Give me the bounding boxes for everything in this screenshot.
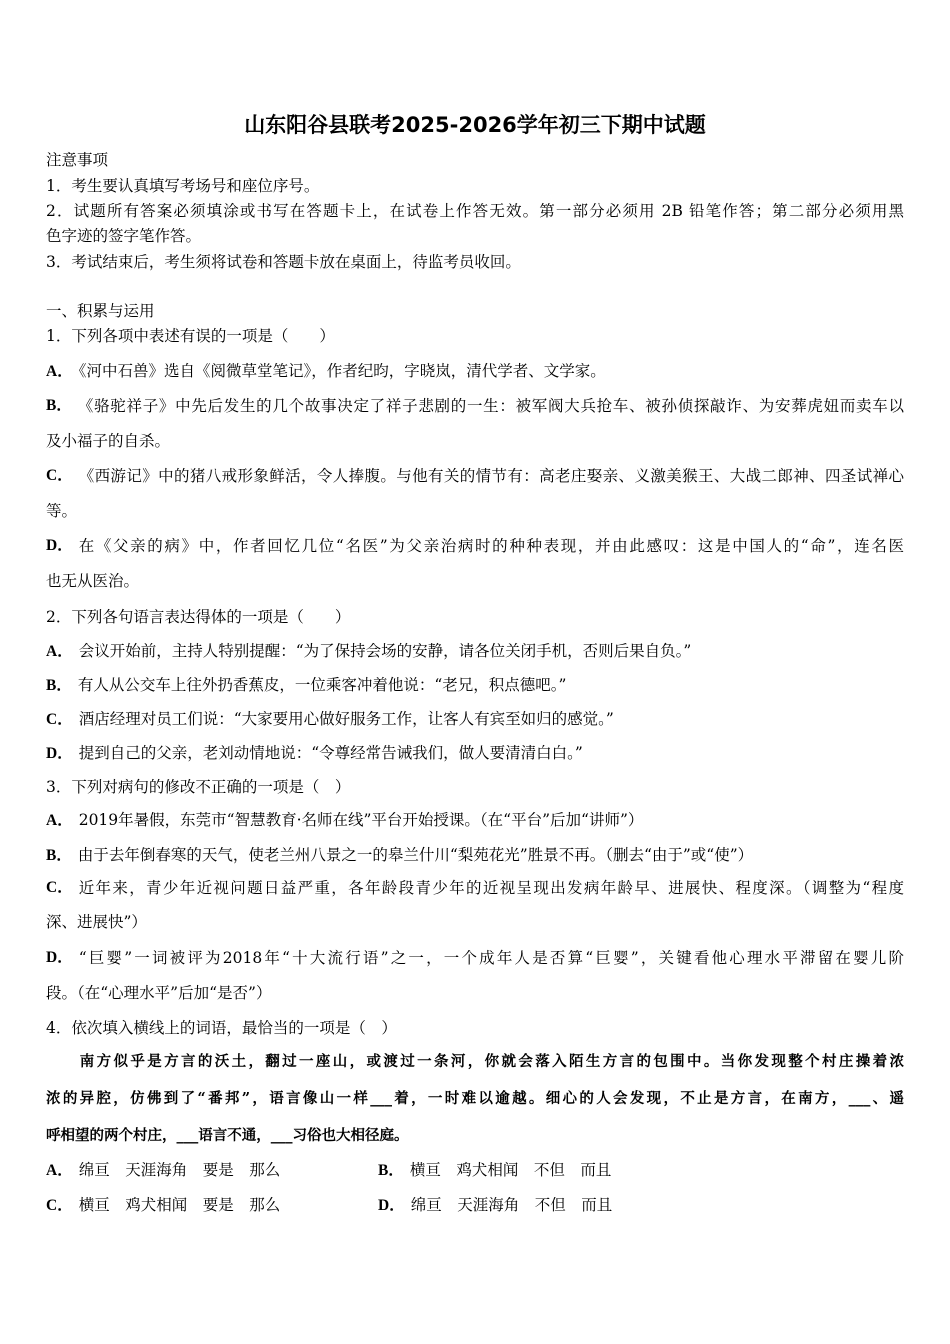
option-text: 等。 (46, 502, 78, 520)
option-label: A． (46, 1162, 73, 1179)
notice-item: 1．考生要认真填写考场号和座位序号。 (46, 177, 320, 195)
option-text: 酒店经理对员工们说：“大家要用心做好服务工作，让客人有宾至如归的感觉。” (78, 710, 614, 728)
notice-item: 色字迹的签字笔作答。 (46, 227, 202, 245)
option-text: 《骆驼祥子》中先后发生的几个故事决定了祥子悲剧的一生：被军阀大兵抢车、被孙侦探敲诈、为安葬虎妞而卖车以 (77, 397, 904, 415)
option-label: B． (46, 677, 72, 694)
option-text: 段。（在“心理水平”后加“是否”） (46, 984, 272, 1002)
option-text: 横亘 鸡犬相闻 要是 那么 (78, 1196, 281, 1214)
option-text: 也无从医治。 (46, 572, 140, 590)
passage-line: 呼相望的两个村庄，___语言不通，___习俗也大相径庭。 (46, 1127, 409, 1144)
option-label: D． (378, 1197, 405, 1214)
option-text: 《河中石兽》选自《阅微草堂笔记》，作者纪昀，字晓岚，清代学者、文学家。 (78, 362, 606, 380)
option-text: 《西游记》中的猪八戒形象鲜活，令人捧腹。与他有关的情节有：高老庄娶亲、义激美猴王、大战二郎神、四圣试禅心 (78, 467, 904, 485)
option-label: D． (46, 537, 73, 554)
option-label: B． (46, 397, 72, 414)
option-c (46, 708, 614, 731)
option-c (46, 1194, 280, 1217)
option-label: A． (46, 363, 73, 380)
option-text: 在《父亲的病》中，作者回忆几位“名医”为父亲治病时的种种表现，并由此感叹：这是中国人的“命”，连名医 (78, 537, 904, 555)
notice-item: 2．试题所有答案必须填涂或书写在答题卡上，在试卷上作答无效。第一部分必须用 2B 铅笔作答；第二部分必须用黑 (46, 202, 904, 220)
option-d (378, 1194, 612, 1217)
option-a (46, 360, 606, 383)
option-a (46, 640, 691, 663)
option-label: C． (46, 711, 73, 728)
notice-item: 3．考试结束后，考生须将试卷和答题卡放在桌面上，待监考员收回。 (46, 253, 521, 271)
option-c (46, 877, 904, 899)
option-text: 绵亘 天涯海角 不但 而且 (410, 1196, 613, 1214)
option-a (46, 809, 643, 832)
option-d-cont (46, 982, 271, 1004)
option-text: 及小福子的自杀。 (46, 432, 171, 450)
option-label: C． (46, 1197, 73, 1214)
question-stem: 4．依次填入横线上的词语，最恰当的一项是（ ） (46, 1019, 397, 1037)
option-text: 有人从公交车上往外扔香蕉皮，一位乘客冲着他说：“老兄，积点德吧。” (77, 676, 567, 694)
option-text: 深、进展快”） (46, 913, 147, 931)
option-label: B． (46, 847, 72, 864)
option-text: 横亘 鸡犬相闻 不但 而且 (409, 1161, 612, 1179)
option-c-cont (46, 911, 147, 933)
section-heading: 一、积累与运用 (46, 302, 155, 320)
option-d (46, 535, 904, 557)
option-b-cont (46, 430, 170, 452)
option-label: A． (46, 812, 73, 829)
option-d (46, 742, 583, 765)
option-b (46, 844, 753, 867)
option-d-cont (46, 570, 139, 592)
option-label: A． (46, 643, 73, 660)
option-b (46, 395, 904, 417)
option-label: D． (46, 745, 73, 762)
question-stem: 3．下列对病句的修改不正确的一项是（ ） (46, 778, 351, 796)
question-stem: 2．下列各句语言表达得体的一项是（ ） (46, 608, 351, 626)
question-stem: 1．下列各项中表述有误的一项是（ ） (46, 327, 335, 345)
option-text: 提到自己的父亲，老刘动情地说：“令尊经常告诫我们，做人要清清白白。” (78, 744, 583, 762)
option-text: 2019年暑假，东莞市“智慧教育·名师在线”平台开始授课。（在“平台”后加“讲师”） (78, 811, 644, 829)
option-text: 绵亘 天涯海角 要是 那么 (78, 1161, 281, 1179)
option-b (46, 674, 566, 697)
passage-line: 浓的异腔，仿佛到了“番邦”，语言像山一样___着，一时难以逾越。细心的人会发现，不止是方言，在南方，___、遥 (46, 1090, 904, 1107)
option-label: B． (378, 1162, 404, 1179)
option-text: “巨婴”一词被评为2018年“十大流行语”之一，一个成年人是否算“巨婴”，关键看他心理水平滞留在婴儿阶 (78, 949, 904, 967)
option-text: 会议开始前，主持人特别提醒：“为了保持会场的安静，请各位关闭手机，否则后果自负。” (78, 642, 692, 660)
option-text: 由于去年倒春寒的天气，使老兰州八景之一的皋兰什川“梨苑花光”胜景不再。（删去“由于”或“使”） (77, 846, 754, 864)
option-b (378, 1159, 611, 1182)
option-label: C． (46, 467, 73, 484)
notice-heading: 注意事项 (46, 151, 109, 169)
option-text: 近年来，青少年近视问题日益严重，各年龄段青少年的近视呈现出发病年龄早、进展快、程度深。（调整为“程度 (78, 879, 904, 897)
passage-line: 南方似乎是方言的沃土，翻过一座山，或渡过一条河，你就会落入陌生方言的包围中。当你发现整个村庄操着浓 (46, 1053, 904, 1070)
option-c-cont (46, 500, 77, 522)
page-title: 山东阳谷县联考2025-2026学年初三下期中试题 (244, 113, 706, 137)
option-d (46, 947, 904, 969)
option-a (46, 1159, 280, 1182)
option-c (46, 465, 904, 487)
option-label: C． (46, 879, 73, 896)
option-label: D． (46, 949, 73, 966)
